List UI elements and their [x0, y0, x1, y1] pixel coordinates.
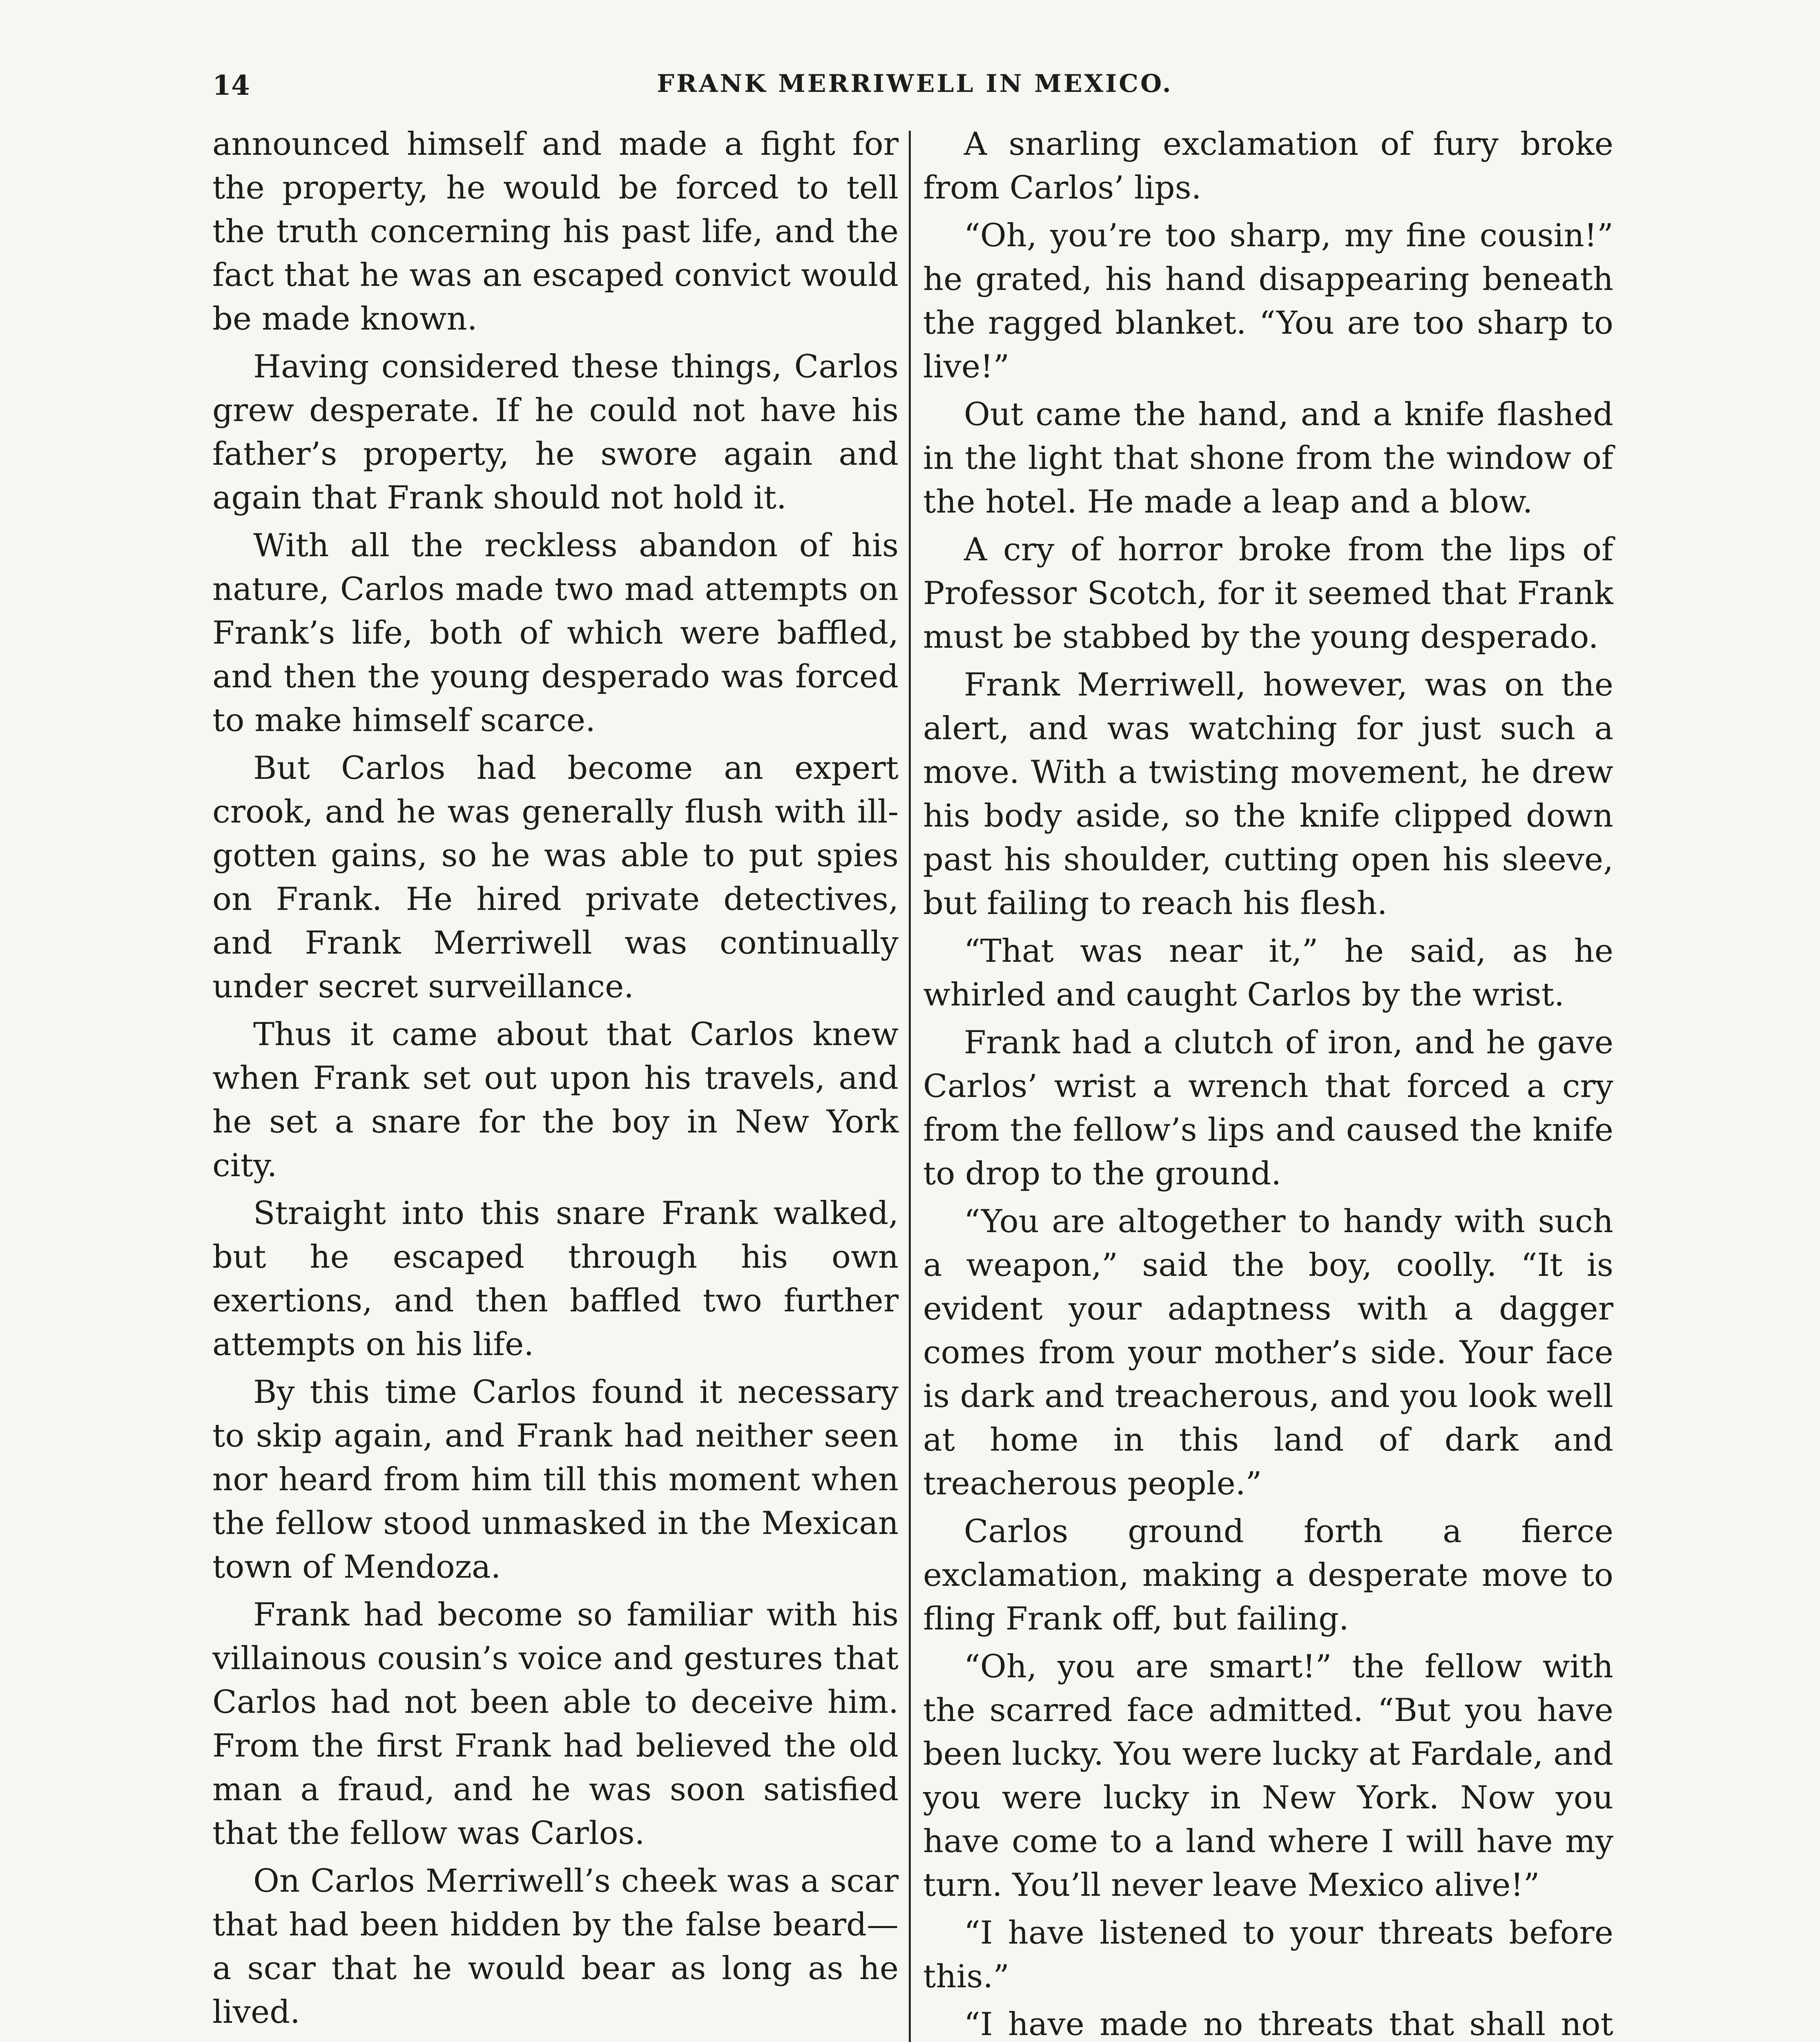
column-divider: [909, 131, 911, 2042]
paragraph: By this time Carlos found it necessary to skip again, and Frank had neither seen nor heard from him till this moment when the fellow stood unmasked in the Mexican town of Mendoza.: [212, 1374, 899, 1585]
page-header: [212, 69, 1617, 114]
running-head: FRANK MERRIWELL IN MEXICO.: [657, 69, 1173, 98]
paragraph: A cry of horror broke from the lips of Professor Scotch, for it seemed that Frank must be stabbed by the young desperado.: [923, 531, 1613, 655]
paragraph: Frank had a clutch of iron, and he gave Carlos’ wrist a wrench that forced a cry from the fellow’s lips and caused the knife to drop to the ground.: [923, 1024, 1613, 1192]
paragraph: Carlos ground forth a fierce exclamation, making a desperate move to fling Frank off, but failing.: [923, 1513, 1613, 1637]
paragraph: “Oh, you are smart!” the fellow with the scarred face admitted. “But you have been lucky. You were lucky at Fardale, and you were lucky in New York. Now you have come to a land where I will have my turn. You’ll never leave Mexico alive!”: [923, 1648, 1613, 1904]
paragraph: Frank had become so familiar with his villainous cousin’s voice and gestures that Carlos had not been able to deceive him. From the first Frank had believed the old man a fraud, and he was soon satisfied that the fellow was Carlos.: [212, 1596, 899, 1852]
paragraph: Having considered these things, Carlos grew desperate. If he could not have his father’s property, he swore again and again that Frank should not hold it.: [212, 348, 899, 516]
paragraph: Frank Merriwell, however, was on the alert, and was watching for just such a move. With a twisting movement, he drew his body aside, so the knife clipped down past his shoulder, cutting open his sleeve, but failing to reach his flesh.: [923, 667, 1613, 922]
paragraph: “Oh, you’re too sharp, my fine cousin!” he grated, his hand disappearing beneath the ragged blanket. “You are too sharp to live!”: [923, 217, 1613, 385]
paragraph: Straight into this snare Frank walked, but he escaped through his own exertions, and then baffled two further attempts on his life.: [212, 1195, 899, 1363]
paragraph: With all the reckless abandon of his nature, Carlos made two mad attempts on Frank’s life, both of which were baffled, and then the young desperado was forced to make himself scarce.: [212, 527, 899, 739]
paragraph: Out came the hand, and a knife flashed in the light that shone from the window of the hotel. He made a leap and a blow.: [923, 396, 1613, 520]
left-column: [212, 123, 899, 2042]
paragraph: “I have made no threats that shall not: [964, 2006, 1613, 2042]
page-number: 14: [212, 69, 250, 101]
paragraph: “That was near it,” he said, as he whirled and caught Carlos by the wrist.: [923, 933, 1613, 1013]
paragraph: [212, 2038, 899, 2042]
paragraph: “I have listened to your threats before this.”: [923, 1915, 1613, 1995]
paragraph: “You are altogether to handy with such a weapon,” said the boy, coolly. “It is evident your adaptness with a dagger comes from your mother’s side. Your face is dark and treacherous, and you look well at home in this land of dark and treacherous people.”: [923, 1203, 1613, 1502]
paragraph: Thus it came about that Carlos knew when Frank set out upon his travels, and he set a snare for the boy in New York city.: [212, 1016, 899, 1184]
right-column: [923, 123, 1613, 2042]
paragraph: But Carlos had become an expert crook, and he was generally flush with ill-gotten gains, so he was able to put spies on Frank. He hired private detectives, and Frank Merriwell was continually under secret surveillance.: [212, 750, 899, 1005]
paragraph: On Carlos Merriwell’s cheek was a scar that had been hidden by the false beard—a scar that he would bear as long as he lived.: [212, 1863, 899, 2031]
paragraph: A snarling exclamation of fury broke from Carlos’ lips.: [923, 126, 1613, 206]
paragraph: announced himself and made a fight for the property, he would be forced to tell the truth concerning his past life, and the fact that he was an escaped convict would be made known.: [212, 126, 899, 337]
